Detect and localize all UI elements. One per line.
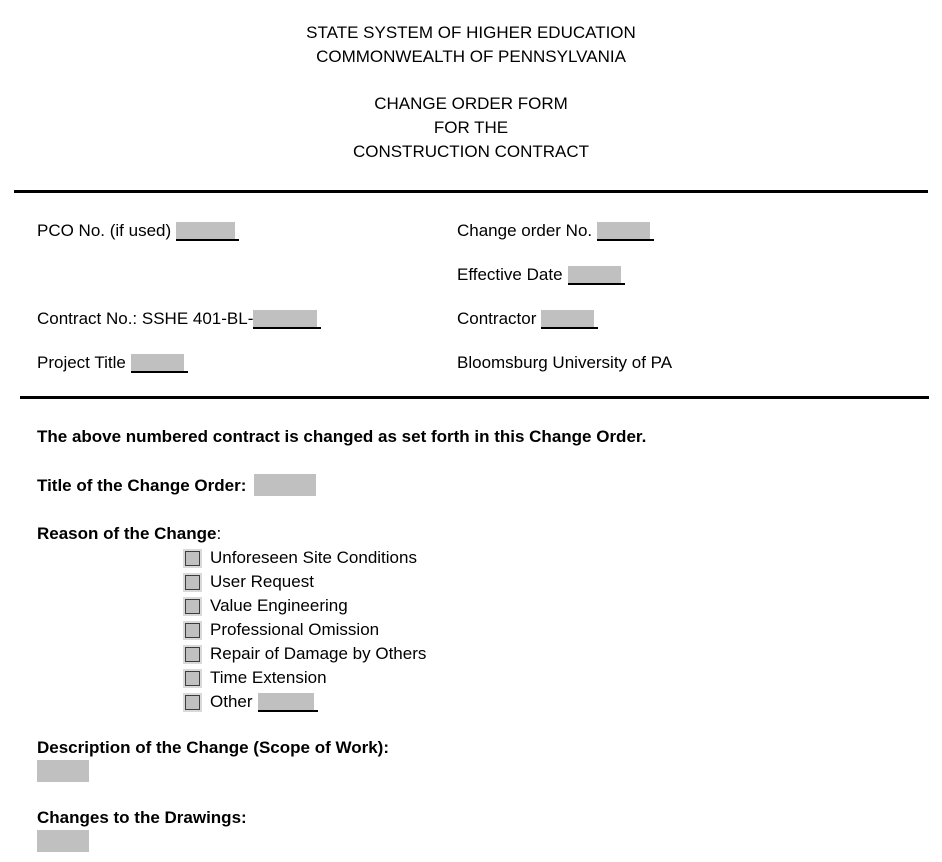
reason-colon: :: [216, 524, 222, 543]
form-title-line2: FOR THE: [433, 118, 509, 137]
title-of-change-group: [37, 474, 928, 496]
reason-label: Value Engineering: [210, 596, 348, 615]
other-reason-checkbox[interactable]: [185, 695, 200, 710]
professional-omission-checkbox[interactable]: [185, 623, 200, 638]
effective-date-group: [457, 264, 928, 285]
unforeseen-site-conditions-checkbox[interactable]: [185, 551, 200, 566]
reason-row-unforeseen: [183, 546, 928, 570]
change-order-no-label: Change order No.: [457, 221, 593, 240]
user-request-checkbox[interactable]: [185, 575, 200, 590]
contract-no-group: [37, 308, 457, 329]
change-order-no-group: [457, 220, 928, 241]
reason-of-change-group: [37, 523, 928, 544]
title-of-change-field[interactable]: [254, 474, 316, 496]
form-row-1: [37, 220, 928, 241]
reason-row-professional-omission: [183, 618, 928, 642]
project-title-field[interactable]: [131, 354, 188, 373]
org-name-line1: STATE SYSTEM OF HIGHER EDUCATION: [306, 23, 636, 42]
form-row-4: [37, 352, 928, 373]
reason-label: User Request: [210, 572, 314, 591]
description-label: Description of the Change (Scope of Work):: [37, 738, 389, 757]
project-title-group: [37, 352, 457, 373]
reason-label: Time Extension: [210, 668, 327, 687]
drawings-field[interactable]: [37, 830, 89, 852]
title-of-change-label: Title of the Change Order:: [37, 476, 247, 495]
reason-row-repair-of-damage: [183, 642, 928, 666]
reason-row-time-extension: [183, 666, 928, 690]
form-header: [0, 0, 942, 164]
contractor-field[interactable]: [541, 310, 598, 329]
form-row-2: [37, 264, 928, 285]
change-order-no-field[interactable]: [597, 222, 654, 241]
time-extension-checkbox[interactable]: [185, 671, 200, 686]
middle-divider: [20, 396, 929, 399]
reason-label: Unforeseen Site Conditions: [210, 548, 417, 567]
form-title-line3: CONSTRUCTION CONTRACT: [352, 142, 590, 161]
other-label: Other: [210, 692, 253, 711]
pco-no-label: PCO No. (if used): [37, 221, 172, 240]
form-title-line1: CHANGE ORDER FORM: [374, 94, 568, 113]
effective-date-field[interactable]: [568, 266, 625, 285]
form-row-3: [37, 308, 928, 329]
contract-no-label: Contract No.: SSHE 401-BL-: [37, 309, 254, 328]
reason-row-user-request: [183, 570, 928, 594]
reason-of-change-label: Reason of the Change: [37, 524, 217, 543]
pco-no-group: [37, 220, 457, 241]
intro-statement: The above numbered contract is changed as set forth in this Change Order.: [37, 427, 647, 446]
pco-no-field[interactable]: [176, 222, 239, 241]
contractor-label: Contractor: [457, 309, 537, 328]
reason-row-value-engineering: [183, 594, 928, 618]
repair-of-damage-checkbox[interactable]: [185, 647, 200, 662]
org-name-line2: COMMONWEALTH OF PENNSYLVANIA: [316, 47, 626, 66]
drawings-label: Changes to the Drawings:: [37, 808, 247, 827]
effective-date-label: Effective Date: [457, 265, 563, 284]
reason-label: Repair of Damage by Others: [210, 644, 427, 663]
reason-checkbox-list: [183, 546, 928, 714]
university-name: Bloomsburg University of PA: [457, 353, 673, 372]
contract-no-field[interactable]: [253, 310, 321, 329]
form-fields-section: [37, 193, 928, 373]
description-field[interactable]: [37, 760, 89, 782]
reason-label: Professional Omission: [210, 620, 380, 639]
project-title-label: Project Title: [37, 353, 126, 372]
value-engineering-checkbox[interactable]: [185, 599, 200, 614]
reason-row-other: [183, 690, 928, 714]
other-reason-field[interactable]: [258, 693, 318, 712]
contractor-group: [457, 308, 928, 329]
